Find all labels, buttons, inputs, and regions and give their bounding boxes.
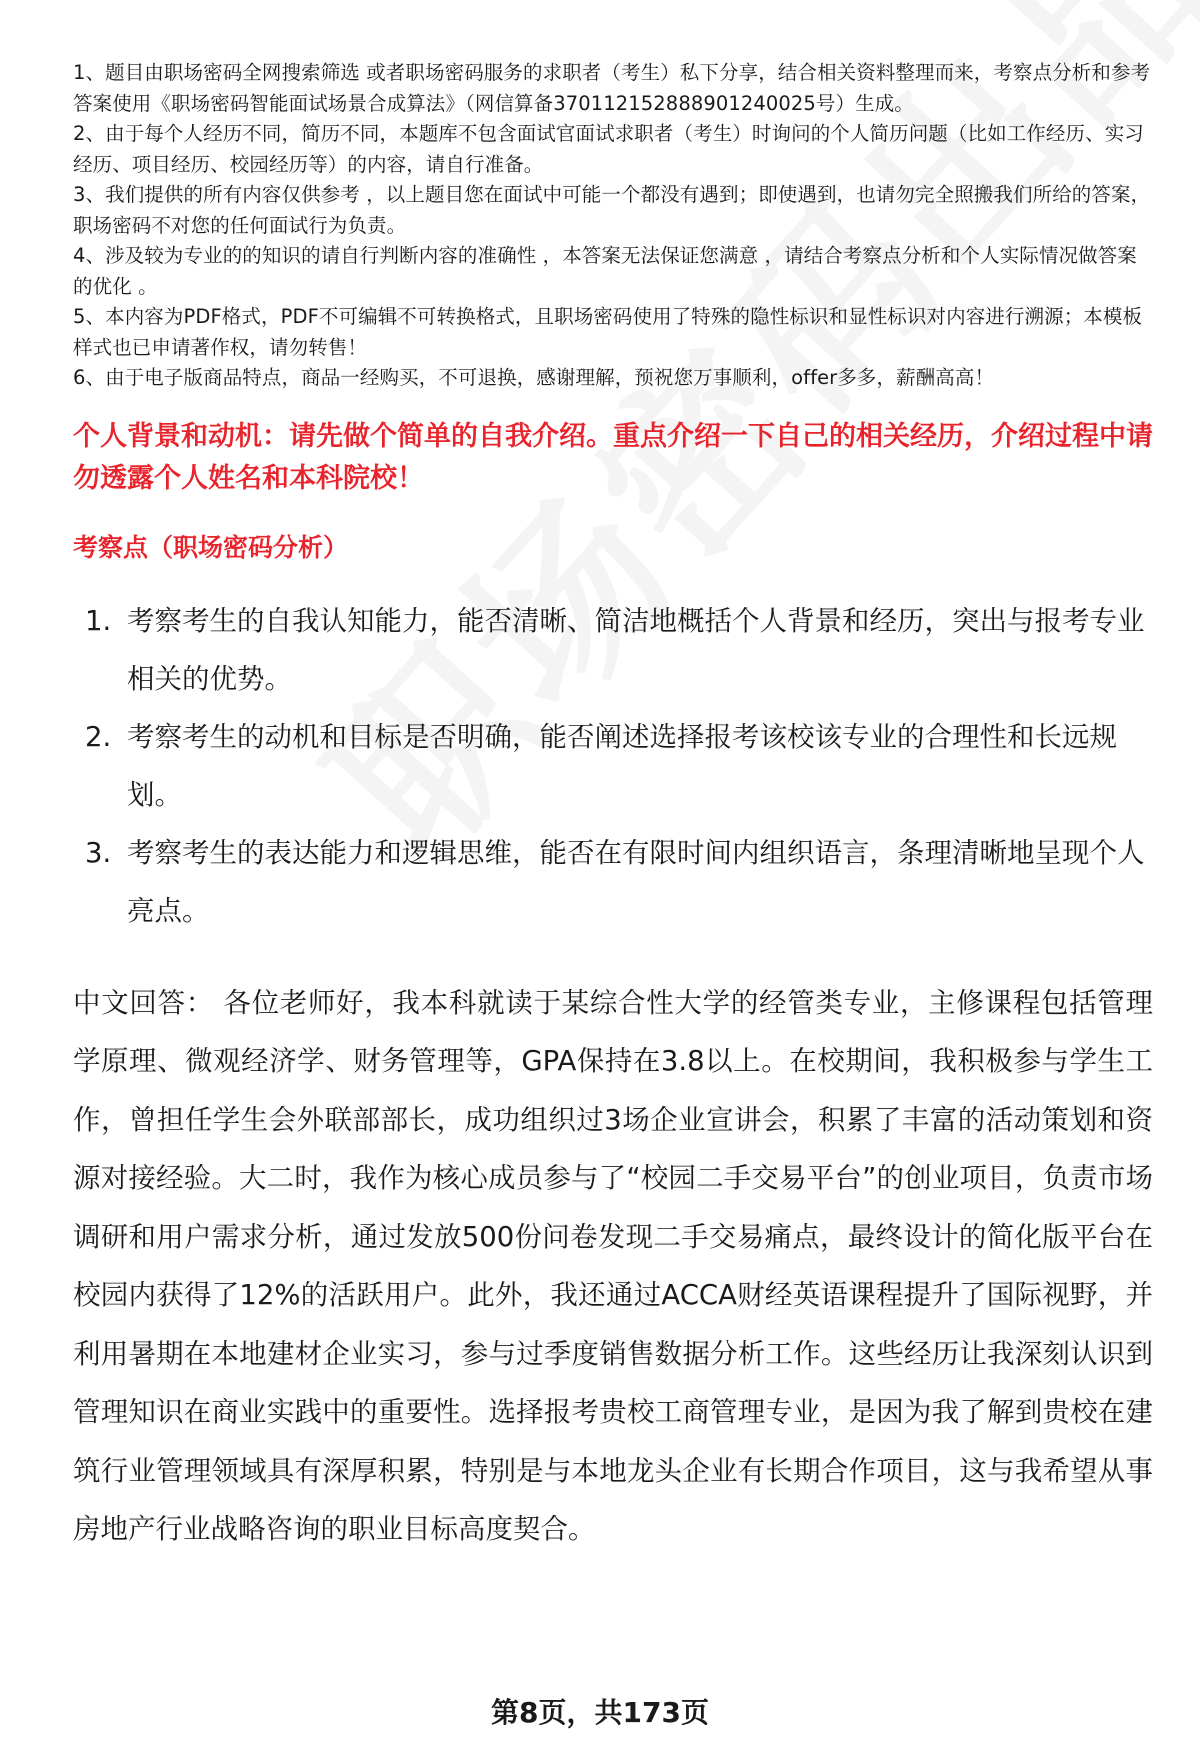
answer-paragraph: 中文回答： 各位老师好，我本科就读于某综合性大学的经管类专业，主修课程包括管理学原理、微观经济学、财务管理等，GPA保持在3.8以上。在校期间，我积极参与学生工作，曾担任学生会外联部部长，成功组织过3场企业宣讲会，积累了丰富的活动策划和资源对接经验。大二时，我作为核心成员参与了“校园二手交易平台”的创业项目，负责市场调研和用户需求分析，通过发放500份问卷发现二手交易痛点，最终设计的简化版平台在校园内获得了12%的活跃用户。此外，我还通过ACCA财经英语课程提升了国际视野，并利用暑期在本地建材企业实习，参与过季度销售数据分析工作。这些经历让我深刻认识到管理知识在商业实践中的重要性。选择报考贵校工商管理专业，是因为我了解到贵校在建筑行业管理领域具有深厚积累，特别是与本地龙头企业有长期合作项目，这与我希望从事房地产行业战略咨询的职业目标高度契合。 — [73, 986, 1153, 1545]
analysis-point — [73, 592, 1153, 708]
analysis-point — [73, 824, 1153, 940]
disclaimer-item: 4、涉及较为专业的的知识的请自行判断内容的准确性 ，本答案无法保证您满意 ，请结合考察点分析和个人实际情况做答案的优化 。 — [73, 244, 1137, 298]
point-number: 2. — [85, 720, 112, 753]
point-number: 1. — [85, 604, 112, 637]
disclaimer-item: 6、由于电子版商品特点，商品一经购买，不可退换，感谢理解，预祝您万事顺利，offer多多，薪酬高高！ — [73, 366, 995, 389]
page-number: 第8页，共173页 — [491, 1696, 709, 1729]
document-page — [73, 58, 1153, 1559]
disclaimer-item: 1、题目由职场密码全网搜索筛选 或者职场密码服务的求职者（考生）私下分享，结合相关资料整理而来，考察点分析和参考答案使用《职场密码智能面试场景合成算法》（网信算备370112152888901240025号）生成。 — [73, 61, 1151, 115]
point-text: 考察考生的自我认知能力，能否清晰、简洁地概括个人背景和经历，突出与报考专业相关的优势。 — [127, 604, 1145, 695]
disclaimer-item: 3、我们提供的所有内容仅供参考 ，以上题目您在面试中可能一个都没有遇到；即使遇到，也请勿完全照搬我们所给的答案，职场密码不对您的任何面试行为负责。 — [73, 183, 1151, 237]
disclaimer-item: 2、由于每个人经历不同，简历不同，本题库不包含面试官面试求职者（考生）时询问的个人简历问题（比如工作经历、实习经历、项目经历、校园经历等）的内容，请自行准备。 — [73, 122, 1144, 176]
disclaimer-block — [73, 58, 1153, 394]
disclaimer-item: 5、本内容为PDF格式，PDF不可编辑不可转换格式，且职场密码使用了特殊的隐性标识和显性标识对内容进行溯源；本模板样式也已申请著作权，请勿转售！ — [73, 305, 1143, 359]
point-number: 3. — [85, 836, 112, 869]
question-heading: 个人背景和动机：请先做个简单的自我介绍。重点介绍一下自己的相关经历，介绍过程中请勿透露个人姓名和本科院校！ — [73, 420, 1153, 494]
point-text: 考察考生的表达能力和逻辑思维，能否在有限时间内组织语言，条理清晰地呈现个人亮点。 — [127, 836, 1145, 927]
analysis-points-list — [73, 592, 1153, 940]
analysis-point — [73, 708, 1153, 824]
point-text: 考察考生的动机和目标是否明确，能否阐述选择报考该校该专业的合理性和长远规划。 — [127, 720, 1117, 811]
analysis-title: 考察点（职场密码分析） — [73, 532, 349, 562]
